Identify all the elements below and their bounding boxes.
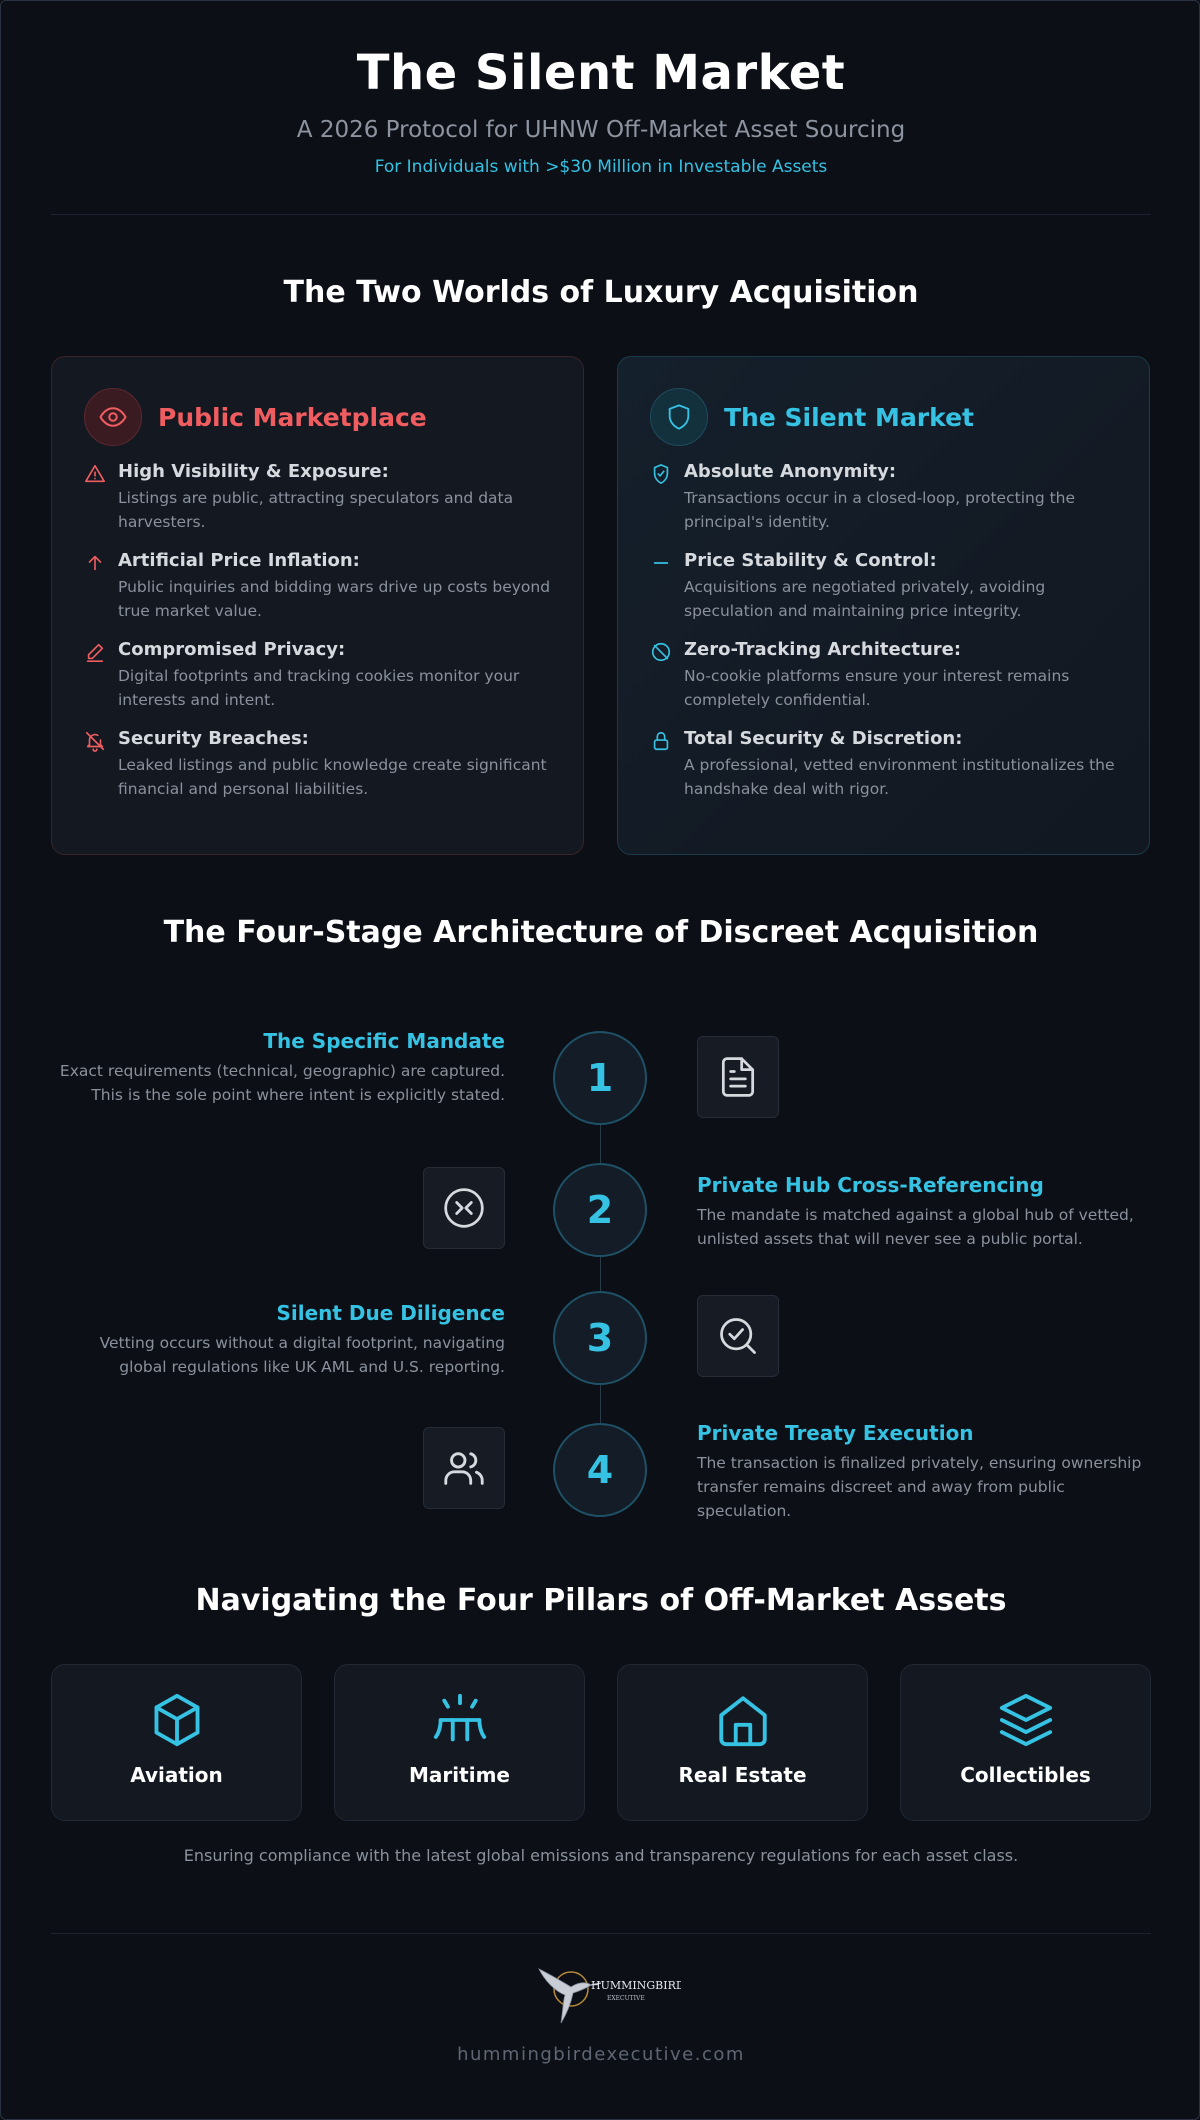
pillar-label: Maritime xyxy=(409,1763,510,1787)
pillars-title: Navigating the Four Pillars of Off-Market Assets xyxy=(195,1583,1007,1618)
layers-icon xyxy=(997,1691,1055,1749)
logo-text: HUMMINGBIRD xyxy=(591,1979,681,1992)
footer-divider xyxy=(51,1933,1151,1934)
point-title: Artificial Price Inflation: xyxy=(118,550,360,571)
page-title: The Silent Market xyxy=(356,45,846,101)
footer-url[interactable]: hummingbirdexecutive.com xyxy=(457,2044,745,2065)
bell-off-icon xyxy=(84,728,118,801)
silent-point xyxy=(650,550,1117,623)
document-icon xyxy=(697,1036,779,1118)
pavilion-icon xyxy=(431,1691,489,1749)
pillars-footnote: Ensuring compliance with the latest global emissions and transparency regulations for each asset class. xyxy=(183,1846,1019,1865)
silent-market-card xyxy=(617,356,1150,855)
point-description: Transactions occur in a closed-loop, protecting the principal's identity. xyxy=(684,489,1076,531)
pillar-label: Aviation xyxy=(130,1763,223,1787)
point-description: No-cookie platforms ensure your interest remains completely confidential. xyxy=(684,667,1070,709)
cube-icon xyxy=(148,1691,206,1749)
public-point xyxy=(84,461,551,534)
stage-description: Vetting occurs without a digital footprint, navigating global regulations like UK AML and U.S. reporting. xyxy=(99,1334,505,1376)
point-title: High Visibility & Exposure: xyxy=(118,461,389,482)
hummingbird-logo xyxy=(531,1961,681,2031)
pen-icon xyxy=(84,639,118,712)
stage-2-text xyxy=(697,1173,1157,1251)
pillar-maritime xyxy=(334,1664,585,1821)
exchange-icon xyxy=(423,1167,505,1249)
stage-number: 3 xyxy=(553,1291,647,1385)
users-icon xyxy=(423,1427,505,1509)
silent-point xyxy=(650,461,1117,534)
eye-icon xyxy=(84,388,142,446)
silent-point xyxy=(650,728,1117,801)
logo-subtext: EXECUTIVE xyxy=(607,1995,645,2002)
stage-description: The mandate is matched against a global hub of vetted, unlisted assets that will never see a public portal. xyxy=(697,1206,1134,1248)
stage-number: 4 xyxy=(553,1423,647,1517)
stage-title: Private Treaty Execution xyxy=(697,1421,974,1445)
warning-icon xyxy=(84,461,118,534)
stage-number: 1 xyxy=(553,1031,647,1125)
comparison-title: The Two Worlds of Luxury Acquisition xyxy=(283,275,919,310)
point-title: Total Security & Discretion: xyxy=(684,728,963,749)
point-title: Compromised Privacy: xyxy=(118,639,346,660)
house-icon xyxy=(714,1691,772,1749)
stage-1-text xyxy=(51,1029,505,1107)
public-card-title: Public Marketplace xyxy=(158,402,427,432)
search-check-icon xyxy=(697,1295,779,1377)
stage-title: Private Hub Cross-Referencing xyxy=(697,1173,1044,1197)
stage-3-text xyxy=(51,1301,505,1379)
point-description: Public inquiries and bidding wars drive up costs beyond true market value. xyxy=(118,578,551,620)
point-title: Absolute Anonymity: xyxy=(684,461,897,482)
eye-off-icon xyxy=(650,639,684,712)
pillar-aviation xyxy=(51,1664,302,1821)
pillar-label: Real Estate xyxy=(678,1763,807,1787)
pillar-collectibles xyxy=(900,1664,1151,1821)
stages-title: The Four-Stage Architecture of Discreet Acquisition xyxy=(163,915,1039,950)
point-title: Security Breaches: xyxy=(118,728,309,749)
point-description: Listings are public, attracting speculators and data harvesters. xyxy=(118,489,514,531)
public-marketplace-card xyxy=(51,356,584,855)
pillar-label: Collectibles xyxy=(960,1763,1091,1787)
header-divider xyxy=(51,214,1151,215)
point-description: Digital footprints and tracking cookies monitor your interests and intent. xyxy=(118,667,520,709)
lock-icon xyxy=(650,728,684,801)
silent-card-title: The Silent Market xyxy=(724,402,974,432)
point-description: A professional, vetted environment institutionalizes the handshake deal with rigor. xyxy=(684,756,1115,798)
stage-number: 2 xyxy=(553,1163,647,1257)
public-point xyxy=(84,550,551,623)
public-point xyxy=(84,728,551,801)
shield-check-icon xyxy=(650,461,684,534)
page-tagline: For Individuals with >$30 Million in Investable Assets xyxy=(374,157,828,177)
public-point xyxy=(84,639,551,712)
arrow-up-icon xyxy=(84,550,118,623)
minus-icon xyxy=(650,550,684,623)
stage-title: Silent Due Diligence xyxy=(276,1301,505,1325)
point-description: Acquisitions are negotiated privately, avoiding speculation and maintaining price integrity. xyxy=(684,578,1046,620)
stage-description: The transaction is finalized privately, ensuring ownership transfer remains discreet and away from public speculation. xyxy=(697,1454,1142,1520)
shield-icon xyxy=(650,388,708,446)
point-description: Leaked listings and public knowledge create significant financial and personal liabilities. xyxy=(118,756,547,798)
point-title: Price Stability & Control: xyxy=(684,550,937,571)
page-subtitle: A 2026 Protocol for UHNW Off-Market Asset Sourcing xyxy=(296,117,906,143)
pillar-real-estate xyxy=(617,1664,868,1821)
stage-description: Exact requirements (technical, geographic) are captured. This is the sole point where intent is explicitly stated. xyxy=(59,1062,505,1104)
stage-4-text xyxy=(697,1421,1157,1523)
point-title: Zero-Tracking Architecture: xyxy=(684,639,962,660)
silent-point xyxy=(650,639,1117,712)
stage-title: The Specific Mandate xyxy=(263,1029,505,1053)
